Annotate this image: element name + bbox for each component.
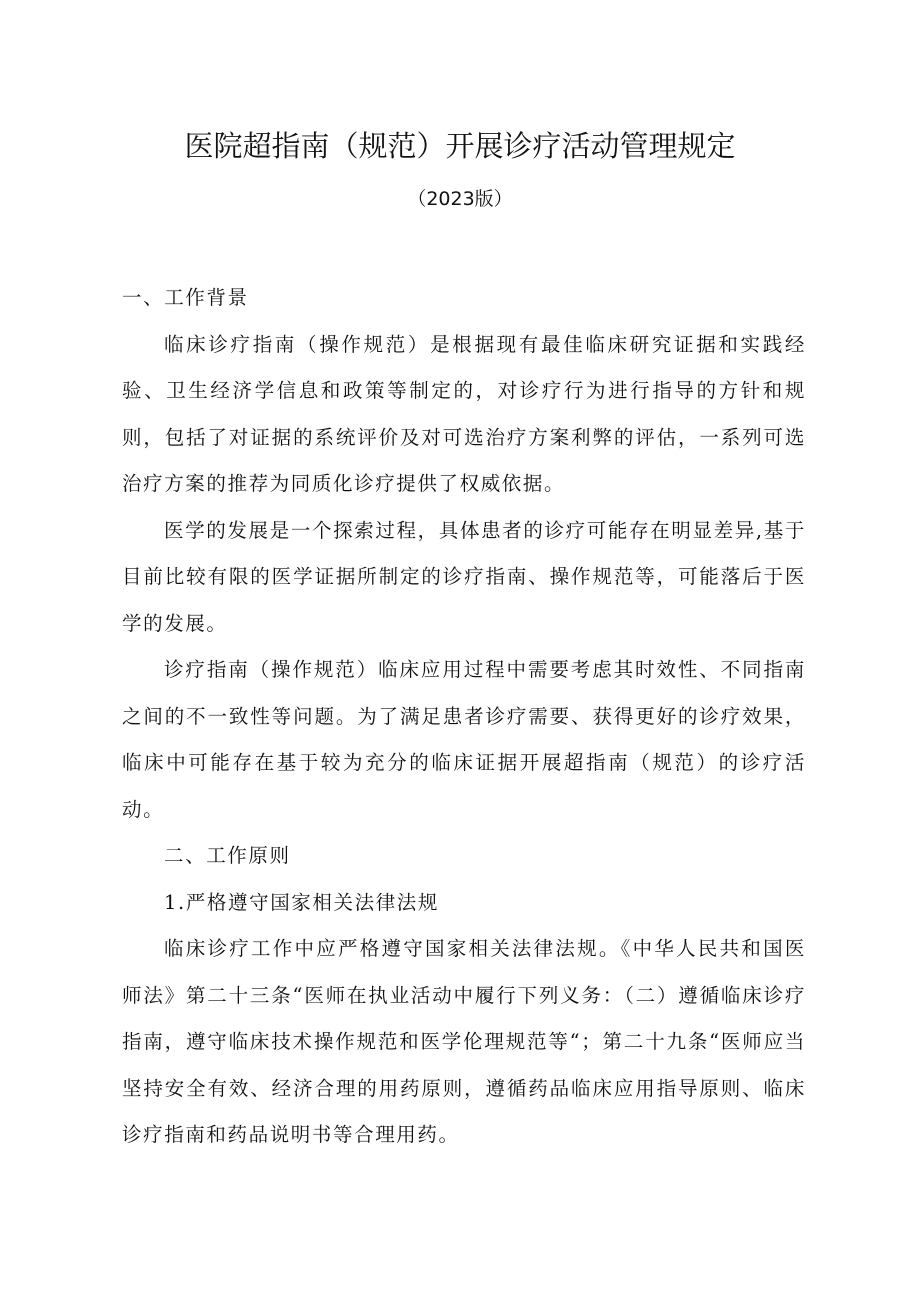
paragraph: 医学的发展是一个探索过程，具体患者的诊疗可能存在明显差异,基于目前比较有限的医学证据所制定的诊疗指南、操作规范等，可能落后于医学的发展。: [122, 518, 806, 635]
document-title: 医院超指南（规范）开展诊疗活动管理规定: [184, 129, 736, 163]
paragraph: 诊疗指南（操作规范）临床应用过程中需要考虑其时效性、不同指南之间的不一致性等问题。为了满足患者诊疗需要、获得更好的诊疗效果，临床中可能存在基于较为充分的临床证据开展超指南（规范）的诊疗活动。: [122, 658, 806, 821]
paragraph: 临床诊疗工作中应严格遵守国家相关法律法规。《中华人民共和国医师法》第二十三条“医师在执业活动中履行下列义务：（二）遵循临床诊疗指南，遵守临床技术操作规范和医学伦理规范等“；第二十九条“医师应当坚持安全有效、经济合理的用药原则，遵循药品临床应用指导原则、临床诊疗指南和药品说明书等合理用药。: [122, 937, 806, 1146]
section-heading-principles: 二、工作原则: [164, 844, 291, 867]
document-body: [122, 275, 806, 1159]
document-version: （2023版）: [407, 188, 513, 210]
paragraph: 临床诊疗指南（操作规范）是根据现有最佳临床研究证据和实践经验、卫生经济学信息和政策等制定的，对诊疗行为进行指导的方针和规则，包括了对证据的系统评价及对可选治疗方案利弊的评估，一系列可选治疗方案的推荐为同质化诊疗提供了权威依据。: [122, 332, 806, 495]
section-heading-background: 一、工作背景: [122, 286, 249, 309]
subsection-heading-laws: 1.严格遵守国家相关法律法规: [164, 890, 440, 914]
